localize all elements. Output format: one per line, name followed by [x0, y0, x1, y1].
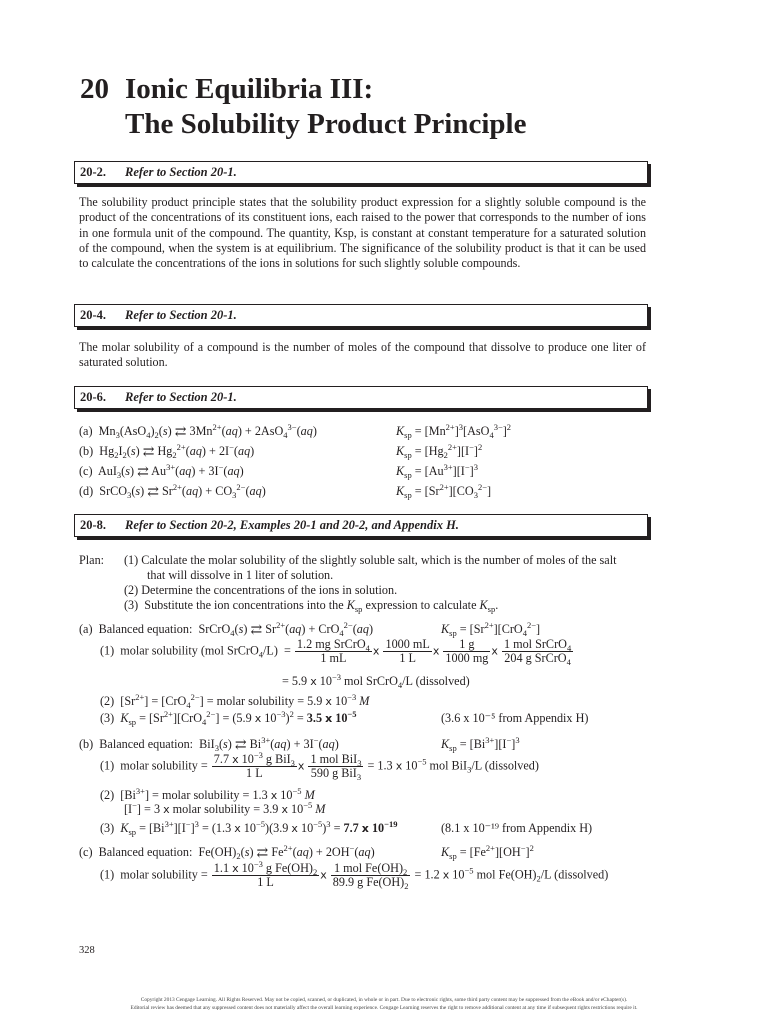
section-reference: Refer to Section 20-1. — [125, 165, 237, 179]
ksp-calc-a: (3) $K_{sp} = [Sr^{2+}][CrO_4^{2-}] = (5.9$ x $10^{-3})^2 = 3.5$ x $10^{-5}$ — [100, 709, 357, 727]
ion-concentration-bi: (2) $[Bi^{3+}]$ = molar solubility = 1.3 x $10^{-5}$ M — [100, 786, 315, 802]
plan-label: Plan: — [79, 553, 105, 567]
equation-a: (a) $Mn_3(AsO_4)_2(s)$ ⇄ $3Mn^{2+}(aq) + 2AsO_4^{3-}(aq)$ — [79, 422, 317, 440]
equation-b: (b) $Hg_2I_2(s)$ ⇄ $Hg_2^{2+}(aq) + 2I^-(aq)$ — [79, 442, 255, 460]
balanced-equation-a: (a) Balanced equation: SrCrO$_4$(s) ⇄ $Sr^{2+}(aq) + CrO_4^{2-}(aq)$ — [79, 620, 373, 638]
ksp-calc-b: (3) $K_{sp} = [Bi^{3+}][I^-]^3 = (1.3$ x $10^{-5})(3.9$ x $10^{-5})^3 = 7.7$ x $10^{-19}$ — [100, 819, 398, 837]
section-number: 20-8. — [80, 518, 107, 532]
page-number: 328 — [79, 945, 95, 956]
section-header-20-4 — [74, 304, 648, 327]
plan-step-2: (2) Determine the concentrations of the ions in solution. — [124, 583, 398, 597]
balanced-equation-c: (c) Balanced equation: $Fe(OH)_2(s)$ ⇄ $Fe^{2+}(aq) + 2OH^-(aq)$ — [79, 843, 375, 861]
chapter-title-line2: The Solubility Product Principle — [125, 108, 527, 140]
ksp-expression-a: $K_{sp} = [Mn^{2+}]^3[AsO_4^{3-}]^2$ — [396, 422, 512, 440]
plan-step-1: (1) Calculate the molar solubility of the slightly soluble salt, which is the number of moles of the salt — [124, 553, 617, 567]
copyright-line-1: Copyright 2013 Cengage Learning. All Rights Reserved. May not be copied, scanned, or duplicated, in whole or in part. Due to electronic rights, some third party content may be suppressed from the eBook and/or eChapter(s). — [140, 997, 628, 1003]
molar-solubility-result-a: = 5.9 x $10^{-3}$ mol SrCrO$_4$/L (dissolved) — [282, 672, 470, 690]
section-reference: Refer to Section 20-1. — [125, 390, 237, 404]
ksp-expression-c: $K_{sp} = [Au^{3+}][I^-]^3$ — [396, 462, 478, 480]
appendix-value-b: (8.1 x 10⁻¹⁹ from Appendix H) — [441, 821, 593, 835]
copyright-notice — [60, 996, 708, 1012]
ion-concentrations-a: (2) $[Sr^{2+}] = [CrO_4^{2-}]$ = molar solubility = 5.9 x $10^{-3}$ M — [100, 692, 370, 710]
section-number: 20-4. — [80, 308, 107, 322]
ksp-expression-srcro4: $K_{sp} = [Sr^{2+}][CrO_4^{2-}]$ — [441, 620, 541, 638]
ksp-expression-feoh2: $K_{sp} = [Fe^{2+}][OH^-]^2$ — [441, 843, 534, 861]
section-number: 20-6. — [80, 390, 107, 404]
ksp-expression-d: $K_{sp} = [Sr^{2+}][CO_3^{2-}]$ — [396, 482, 492, 500]
molar-solubility-calc-c: (1) molar solubility = $\frac{1.1 x 10^{-3} g Fe(OH)_2}{1 L}$ x $\frac{1 mol Fe(OH)_2}{89.9 g Fe(OH)_2}$ = 1.2 x $10^{-5}$ mol $Fe(OH)_2/L$ (dissolved) — [100, 859, 609, 891]
appendix-value-a: (3.6 x 10⁻⁵ from Appendix H) — [441, 711, 589, 725]
balanced-equation-b: (b) Balanced equation: BiI$_3$(s) ⇄ $Bi^{3+}(aq) + 3I^-(aq)$ — [79, 735, 339, 753]
molar-solubility-calc-a: (1) molar solubility (mol SrCrO$_4$/L) = $\frac{1.2 mg SrCrO_4}{1 mL}$ x $\frac{1000 mL}{1 L}$ x $\frac{1 g}{1000 mg}$ x $\frac{1 mol SrCrO_4}{204 g SrCrO_4}$ — [100, 637, 572, 667]
equation-d: (d) SrCO$_3$(s) ⇄ $Sr^{2+}(aq) + CO_3^{2-}(aq)$ — [79, 482, 266, 500]
molar-solubility-calc-b: (1) molar solubility = $\frac{7.7 x 10^{-3} g BiI_3}{1 L}$ x $\frac{1 mol BiI_3}{590 g BiI_3}$ = 1.3 x $10^{-5}$ mol BiI$_3$/L (dissolved) — [100, 750, 539, 782]
ksp-expression-b: $K_{sp} = [Hg_2^{2+}][I^-]^2$ — [396, 442, 483, 460]
section-reference: Refer to Section 20-1. — [125, 308, 237, 322]
chapter-title-line1: Ionic Equilibria III: — [125, 73, 374, 105]
equation-c: (c) AuI$_3$(s) ⇄ $Au^{3+}(aq) + 3I^-(aq)$ — [79, 462, 244, 480]
section-header-20-6 — [74, 386, 648, 409]
plan-step-3: (3) Substitute the ion concentrations into the $K_{sp}$ expression to calculate $K_{sp}$. — [124, 598, 499, 614]
chapter-number: 20 — [80, 73, 109, 105]
ion-concentration-i: [I−] = 3 x molar solubility = 3.9 x $10^{-5}$ M — [124, 800, 326, 816]
copyright-line-2: Editorial review has deemed that any suppressed content does not materially affect the overall learning experience. Cengage Learning reserves the right to remove additional content at any time if subsequent rights restrictions require it. — [130, 1005, 638, 1011]
section-number: 20-2. — [80, 165, 107, 179]
section-header-20-8 — [74, 514, 648, 537]
section-reference: Refer to Section 20-2, Examples 20-1 and 20-2, and Appendix H. — [125, 518, 459, 532]
plan-step-1-cont: that will dissolve in 1 liter of solution. — [147, 568, 334, 582]
ksp-expression-bii3: $K_{sp} = [Bi^{3+}][I^-]^3$ — [441, 735, 520, 753]
section-header-20-2 — [74, 161, 648, 184]
paragraph-molar-solubility: The molar solubility of a compound is the number of moles of the compound that dissolve to produce one liter of saturated solution. — [79, 340, 646, 370]
paragraph-solubility-product: The solubility product principle states that the solubility product expression for a slightly soluble compound is the product of the concentrations of its constituent ions, each raised to the power that corresponds to the number of ions in one formula unit of the compound. The quantity, Ksp, is constant at constant temperature for a saturated solution of the compound, when the system is at equilibrium. The significance of the solubility product is that it can be used to calculate the concentrations of the ions in solutions for such slightly soluble compounds. — [79, 195, 646, 271]
